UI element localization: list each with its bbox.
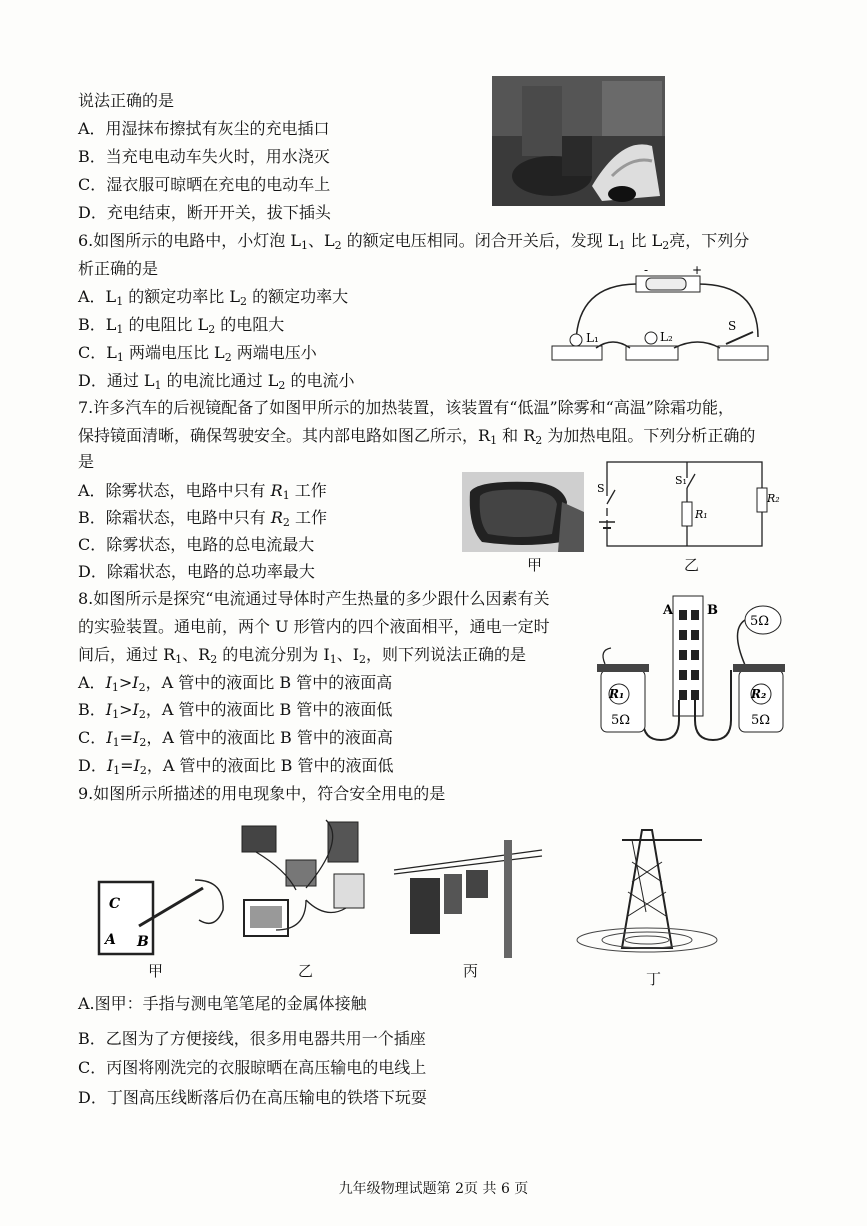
q8-stem-line1: 8.如图所示是探究“电流通过导体时产生热量的多少跟什么因素有关 xyxy=(78,589,550,608)
switch-s1-label: S₁ xyxy=(675,474,687,487)
q9-option-b: B．乙图为了方便接线，很多用电器共用一个插座 xyxy=(78,1029,426,1048)
resistor-r2-label: R₂ xyxy=(751,687,767,701)
q5-option-a: A．用湿抹布擦拭有灰尘的充电插口 xyxy=(78,119,330,138)
q5-stem: 说法正确的是 xyxy=(78,91,175,110)
q9-fig-jia-test-pen xyxy=(95,870,230,956)
resistor-r2 xyxy=(757,488,767,512)
q9-option-a: A.图甲：手指与测电笔笔尾的金属体接触 xyxy=(78,994,367,1013)
q8-option-c: C．$I_1=I_2$，A 管中的液面比 B 管中的液面高 xyxy=(78,728,393,749)
switch-s-label: S xyxy=(597,482,605,495)
resistor-top-label: 5Ω xyxy=(750,614,770,629)
lamp-l1-base xyxy=(552,346,602,360)
q8-stem-line3: 间后，通过 $R_1$、$R_2$ 的电流分别为 $I_1$、$I_2$，则下列说法正确的是 xyxy=(78,645,527,666)
q9-fig-bing-laundry-on-powerline xyxy=(392,830,547,960)
q7-heating-circuit xyxy=(595,456,780,556)
socket-a-label: A xyxy=(105,932,116,948)
q5-option-d: D．充电结束，断开开关，拔下插头 xyxy=(78,203,331,222)
switch-s-label: S xyxy=(728,319,737,333)
resistor-r2-label: R₂ xyxy=(767,492,780,505)
socket-c-label: C xyxy=(109,896,121,912)
q9-caption-ding: 丁 xyxy=(646,970,662,988)
q9-caption-yi: 乙 xyxy=(298,962,314,980)
q9-stem: 9.如图所示所描述的用电现象中，符合安全用电的是 xyxy=(78,784,446,803)
q8-stem-line2: 的实验装置。通电前，两个 U 形管内的四个液面相平，通电一定时 xyxy=(78,617,550,636)
q8-option-d: D．$I_1=I_2$，A 管中的液面比 B 管中的液面低 xyxy=(78,756,394,777)
battery-minus-label: - xyxy=(644,263,649,277)
resistor-r1 xyxy=(682,502,692,526)
q9-fig-yi-overloaded-socket xyxy=(236,810,376,950)
switch-s-base xyxy=(718,346,768,360)
q8-option-a: A．$I_1>I_2$，A 管中的液面比 B 管中的液面高 xyxy=(78,673,393,694)
q9-option-c: C．丙图将刚洗完的衣服晾晒在高压输电的电线上 xyxy=(78,1058,427,1077)
q6-option-d: D．通过 $L_1$ 的电流比通过 $L_2$ 的电流小 xyxy=(78,371,355,392)
q5-option-b: B．当充电电动车失火时，用水浇灭 xyxy=(78,147,330,166)
resistor-r1-label: R₁ xyxy=(695,508,708,521)
battery-plus-label: + xyxy=(692,263,703,277)
q7-option-b: B．除霜状态，电路中只有 $R_2$ 工作 xyxy=(78,508,327,529)
ebike-charging-photo xyxy=(492,76,665,206)
q6-option-a: A．$L_1$ 的额定功率比 $L_2$ 的额定功率大 xyxy=(78,287,349,308)
tube-b-label: B xyxy=(707,603,718,618)
q9-option-d: D．丁图高压线断落后仍在高压输电的铁塔下玩耍 xyxy=(78,1088,427,1107)
socket-b-label: B xyxy=(137,934,149,950)
q7-stem-line1: 7.许多汽车的后视镜配备了如图甲所示的加热装置，该装置有“低温”除雾和“高温”除霜功能， xyxy=(78,398,734,417)
q7-caption-jia: 甲 xyxy=(527,556,543,574)
q6-circuit-figure xyxy=(548,262,773,370)
q7-option-a: A．除雾状态，电路中只有 $R_1$ 工作 xyxy=(78,481,327,502)
q6-option-b: B．$L_1$ 的电阻比 $L_2$ 的电阻大 xyxy=(78,315,285,336)
q7-option-d: D．除霜状态，电路的总功率最大 xyxy=(78,562,315,581)
q9-caption-jia: 甲 xyxy=(148,962,164,980)
q7-stem-line2: 保持镜面清晰，确保驾驶安全。其内部电路如图乙所示，$R_1$ 和 $R_2$ 为加热电阻。下列分析正确的 xyxy=(78,426,756,447)
q8-option-b: B．$I_1>I_2$，A 管中的液面比 B 管中的液面低 xyxy=(78,700,393,721)
resistor-r1-value: 5Ω xyxy=(611,713,631,728)
q5-option-c: C．湿衣服可晾晒在充电的电动车上 xyxy=(78,175,331,194)
q6-option-c: C．$L_1$ 两端电压比 $L_2$ 两端电压小 xyxy=(78,343,317,364)
q6-stem-line2: 析正确的是 xyxy=(78,259,159,278)
tube-a-label: A xyxy=(663,603,674,618)
resistor-r1-label: R₁ xyxy=(609,687,625,701)
page-footer: 九年级物理试题第 2页 共 6 页 xyxy=(338,1181,529,1197)
q8-joule-heating-apparatus xyxy=(595,590,785,750)
lamp-l2-base xyxy=(626,346,678,360)
q9-caption-bing: 丙 xyxy=(463,962,479,980)
resistor-r2-value: 5Ω xyxy=(751,713,771,728)
lamp-l1-label: L₁ xyxy=(586,331,599,345)
lamp-l2-label: L₂ xyxy=(660,330,673,344)
q7-caption-yi: 乙 xyxy=(684,556,700,574)
q6-stem-line1: 6.如图所示的电路中，小灯泡 $L_1$、$L_2$ 的额定电压相同。闭合开关后，发现 $L_1$ 比 $L_2$亮，下列分 xyxy=(78,231,750,252)
heated-mirror-photo xyxy=(462,472,584,552)
q9-fig-ding-transmission-tower xyxy=(562,822,727,962)
q7-stem-line3: 是 xyxy=(78,452,95,471)
q7-option-c: C．除雾状态，电路的总电流最大 xyxy=(78,535,315,554)
